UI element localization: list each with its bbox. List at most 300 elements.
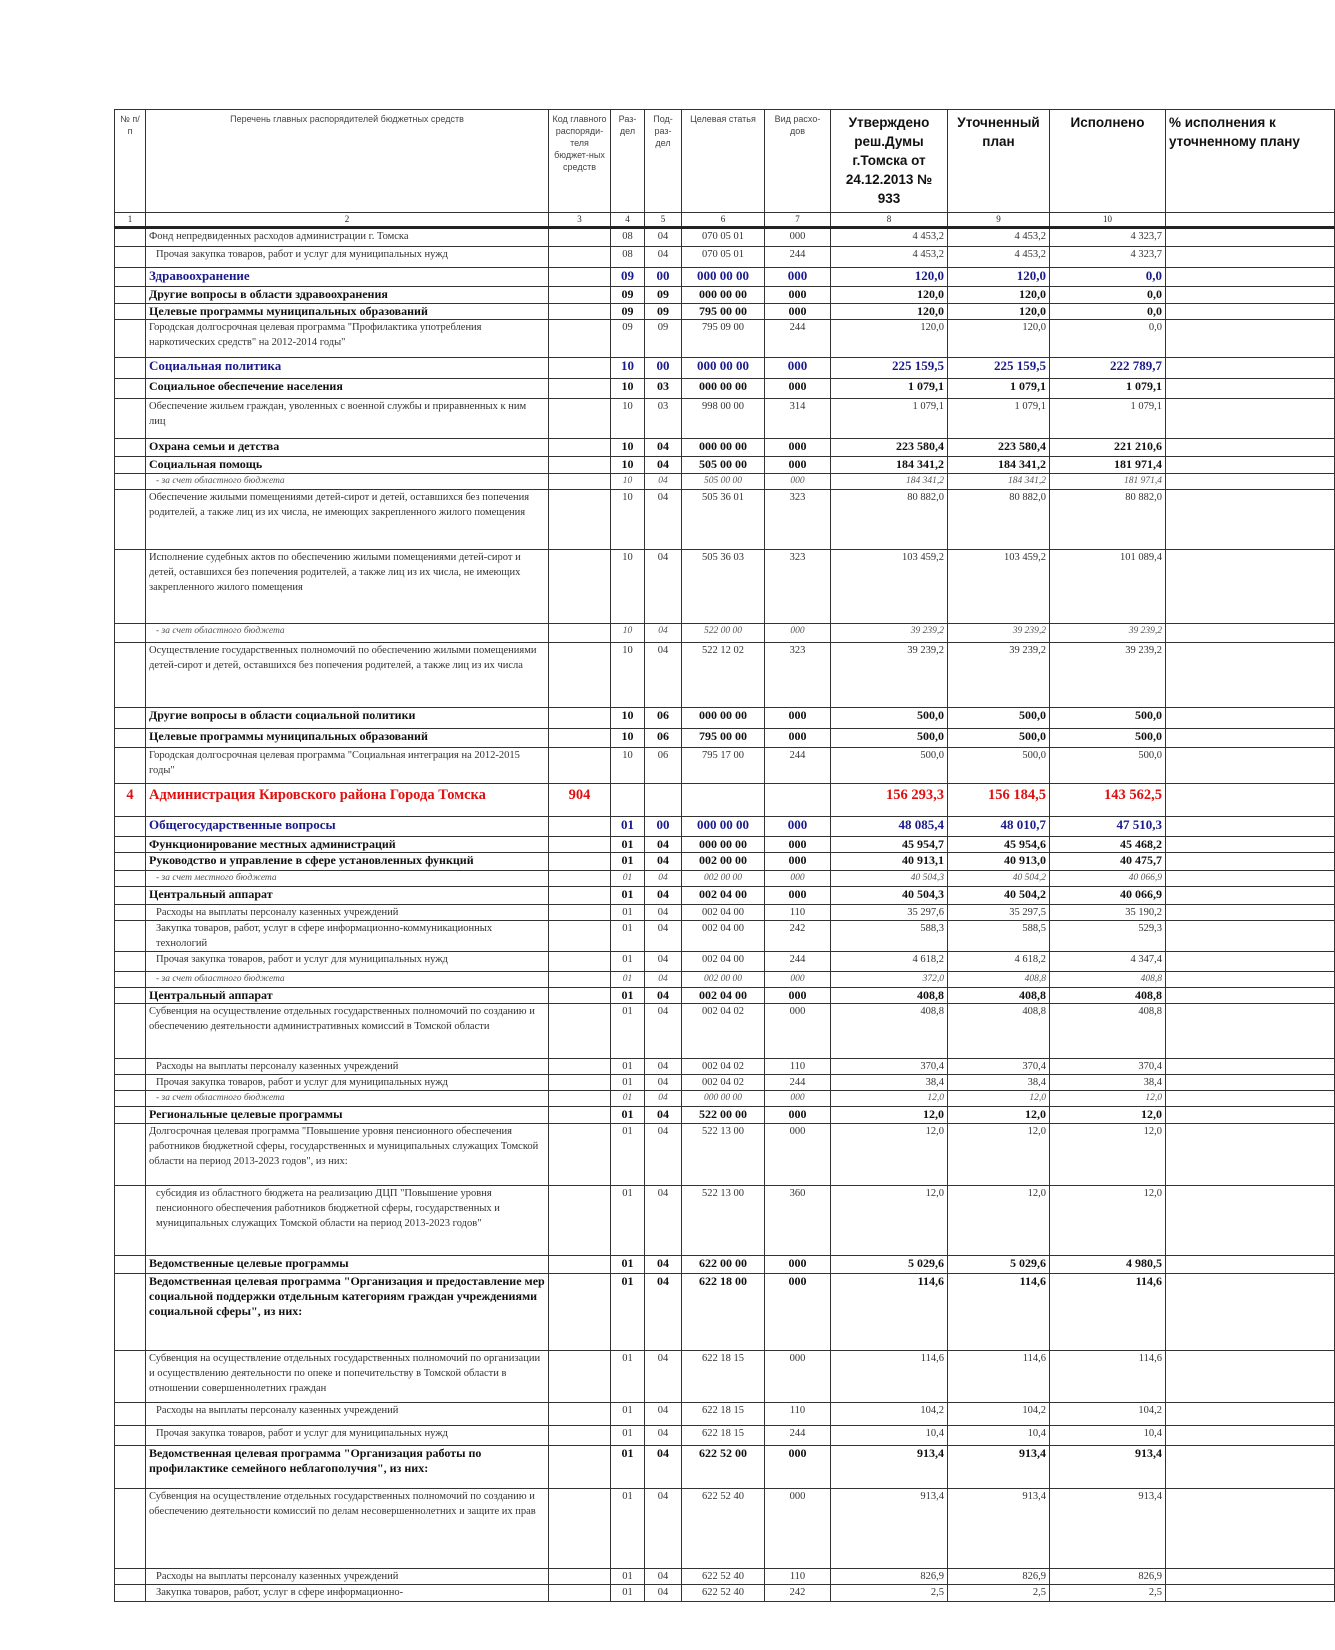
row-percent (1166, 853, 1335, 871)
row-target-article: 002 04 02 (682, 1004, 765, 1059)
row-approved: 40 504,3 (831, 887, 948, 905)
row-number (115, 624, 146, 643)
row-executed: 12,0 (1050, 1186, 1166, 1256)
row-executed: 0,0 (1050, 268, 1166, 287)
row-code (549, 1004, 611, 1059)
row-number (115, 358, 146, 379)
column-number: 7 (765, 213, 831, 228)
table-row (115, 1489, 1335, 1569)
row-section: 01 (611, 972, 645, 988)
table-row (115, 1585, 1335, 1602)
row-name: Центральный аппарат (146, 887, 549, 905)
row-expense-type: 244 (765, 320, 831, 358)
table-row (115, 1075, 1335, 1091)
row-code (549, 921, 611, 952)
row-name: Обеспечение жильем граждан, уволенных с военной службы и приравненных к ним лиц (146, 399, 549, 439)
table-row (115, 972, 1335, 988)
row-expense-type: 000 (765, 871, 831, 887)
row-name: Центральный аппарат (146, 988, 549, 1004)
row-approved: 103 459,2 (831, 550, 948, 624)
row-executed: 38,4 (1050, 1075, 1166, 1091)
row-name: субсидия из областного бюджета на реализацию ДЦП "Повышение уровня пенсионного обеспечения работников бюджетной сферы, государственных и муниципальных служащих Томской области на период 2013-2023 годов" (146, 1186, 549, 1256)
row-code (549, 837, 611, 853)
row-name: - за счет областного бюджета (146, 972, 549, 988)
row-percent (1166, 247, 1335, 268)
row-number (115, 853, 146, 871)
row-number (115, 988, 146, 1004)
row-revised-plan: 39 239,2 (948, 643, 1050, 708)
row-revised-plan: 48 010,7 (948, 817, 1050, 837)
table-row (115, 853, 1335, 871)
row-subsection: 09 (645, 304, 682, 320)
row-revised-plan: 913,4 (948, 1446, 1050, 1489)
row-expense-type: 323 (765, 550, 831, 624)
row-target-article: 505 36 01 (682, 490, 765, 550)
row-percent (1166, 1403, 1335, 1426)
row-percent (1166, 708, 1335, 729)
table-row (115, 1124, 1335, 1186)
row-subsection: 04 (645, 1403, 682, 1426)
row-code (549, 1059, 611, 1075)
row-revised-plan: 408,8 (948, 988, 1050, 1004)
row-target-article: 505 00 00 (682, 474, 765, 490)
row-code (549, 287, 611, 304)
row-approved: 40 913,1 (831, 853, 948, 871)
row-subsection: 04 (645, 952, 682, 972)
row-approved: 39 239,2 (831, 643, 948, 708)
row-target-article: 000 00 00 (682, 708, 765, 729)
row-section: 10 (611, 550, 645, 624)
row-percent (1166, 1585, 1335, 1602)
table-row (115, 1107, 1335, 1124)
column-number: 9 (948, 213, 1050, 228)
row-target-article: 522 12 02 (682, 643, 765, 708)
table-row (115, 748, 1335, 784)
row-percent (1166, 304, 1335, 320)
row-name: Здравоохранение (146, 268, 549, 287)
table-row (115, 887, 1335, 905)
row-number (115, 1274, 146, 1351)
row-percent (1166, 784, 1335, 817)
row-approved: 120,0 (831, 320, 948, 358)
row-name: Долгосрочная целевая программа "Повышение уровня пенсионного обеспечения работников бюджетной сферы, государственных и муниципальных служащих Томской области на период 2013-2023 годов", из них: (146, 1124, 549, 1186)
row-subsection: 04 (645, 1351, 682, 1403)
row-section: 01 (611, 1059, 645, 1075)
table-row (115, 550, 1335, 624)
row-approved: 826,9 (831, 1569, 948, 1585)
row-code (549, 1426, 611, 1446)
row-code (549, 490, 611, 550)
row-executed: 47 510,3 (1050, 817, 1166, 837)
row-code (549, 247, 611, 268)
row-subsection: 04 (645, 439, 682, 457)
row-name: Социальная политика (146, 358, 549, 379)
row-revised-plan: 12,0 (948, 1091, 1050, 1107)
row-number (115, 1075, 146, 1091)
row-number (115, 550, 146, 624)
row-percent (1166, 268, 1335, 287)
row-expense-type: 000 (765, 457, 831, 474)
row-code (549, 729, 611, 748)
header-code: Код главного распоряди-теля бюджет-ных средств (549, 110, 611, 213)
table-row (115, 1059, 1335, 1075)
row-expense-type: 000 (765, 988, 831, 1004)
row-code (549, 871, 611, 887)
row-code (549, 1446, 611, 1489)
row-target-article: 795 09 00 (682, 320, 765, 358)
table-row (115, 837, 1335, 853)
row-code (549, 748, 611, 784)
table-row (115, 817, 1335, 837)
row-executed: 408,8 (1050, 988, 1166, 1004)
row-percent (1166, 643, 1335, 708)
row-name: Субвенция на осуществление отдельных государственных полномочий по организации и осуществлению деятельности по опеке и попечительству в Томской области в отношении совершеннолетних граждан (146, 1351, 549, 1403)
row-executed: 0,0 (1050, 287, 1166, 304)
row-code (549, 474, 611, 490)
row-approved: 114,6 (831, 1351, 948, 1403)
table-row (115, 708, 1335, 729)
row-percent (1166, 729, 1335, 748)
row-expense-type: 110 (765, 905, 831, 921)
row-approved: 10,4 (831, 1426, 948, 1446)
row-subsection: 04 (645, 1059, 682, 1075)
row-section: 01 (611, 871, 645, 887)
row-code (549, 1351, 611, 1403)
row-approved: 588,3 (831, 921, 948, 952)
row-approved: 372,0 (831, 972, 948, 988)
header-name: Перечень главных распорядителей бюджетных средств (146, 110, 549, 213)
row-executed: 12,0 (1050, 1124, 1166, 1186)
row-expense-type: 000 (765, 1446, 831, 1489)
row-percent (1166, 952, 1335, 972)
row-executed: 500,0 (1050, 729, 1166, 748)
row-revised-plan: 4 618,2 (948, 952, 1050, 972)
row-executed: 500,0 (1050, 748, 1166, 784)
header-expense-type: Вид расхо-дов (765, 110, 831, 213)
row-percent (1166, 972, 1335, 988)
row-approved: 156 293,3 (831, 784, 948, 817)
row-target-article: 002 04 00 (682, 988, 765, 1004)
row-section: 10 (611, 748, 645, 784)
row-expense-type: 000 (765, 287, 831, 304)
row-target-article: 070 05 01 (682, 247, 765, 268)
row-approved: 500,0 (831, 748, 948, 784)
row-expense-type: 314 (765, 399, 831, 439)
column-number: 4 (611, 213, 645, 228)
row-code (549, 550, 611, 624)
row-name: Региональные целевые программы (146, 1107, 549, 1124)
row-expense-type: 000 (765, 1274, 831, 1351)
row-expense-type (765, 784, 831, 817)
row-percent (1166, 1186, 1335, 1256)
row-expense-type: 244 (765, 1075, 831, 1091)
row-subsection: 04 (645, 1004, 682, 1059)
row-revised-plan: 120,0 (948, 320, 1050, 358)
row-name: Другие вопросы в области здравоохранения (146, 287, 549, 304)
header-revised-plan: Уточненный план (948, 110, 1050, 213)
row-name: Городская долгосрочная целевая программа "Социальная интеграция на 2012-2015 годы" (146, 748, 549, 784)
row-code (549, 988, 611, 1004)
row-section: 01 (611, 1186, 645, 1256)
row-expense-type: 000 (765, 358, 831, 379)
row-target-article: 000 00 00 (682, 817, 765, 837)
row-number (115, 1004, 146, 1059)
table-row (115, 1351, 1335, 1403)
row-name: Социальная помощь (146, 457, 549, 474)
table-row (115, 729, 1335, 748)
row-code (549, 1075, 611, 1091)
row-expense-type: 244 (765, 1426, 831, 1446)
row-name: Администрация Кировского района Города Томска (146, 784, 549, 817)
budget-table-container (114, 109, 1300, 1602)
row-percent (1166, 228, 1335, 247)
row-revised-plan: 225 159,5 (948, 358, 1050, 379)
row-number (115, 457, 146, 474)
row-section: 10 (611, 729, 645, 748)
row-number (115, 490, 146, 550)
row-name: Расходы на выплаты персоналу казенных учреждений (146, 1403, 549, 1426)
row-subsection: 03 (645, 379, 682, 399)
row-code (549, 379, 611, 399)
header-approved: Утверждено реш.Думы г.Томска от 24.12.2013 № 933 (831, 110, 948, 213)
row-revised-plan: 826,9 (948, 1569, 1050, 1585)
row-code (549, 1274, 611, 1351)
row-name: Прочая закупка товаров, работ и услуг для муниципальных нужд (146, 952, 549, 972)
row-executed: 913,4 (1050, 1446, 1166, 1489)
row-section: 01 (611, 1585, 645, 1602)
row-section: 01 (611, 1075, 645, 1091)
row-code (549, 1107, 611, 1124)
row-approved: 48 085,4 (831, 817, 948, 837)
row-revised-plan: 103 459,2 (948, 550, 1050, 624)
table-row (115, 287, 1335, 304)
row-subsection: 04 (645, 550, 682, 624)
row-executed: 0,0 (1050, 304, 1166, 320)
row-code: 904 (549, 784, 611, 817)
row-percent (1166, 1489, 1335, 1569)
row-percent (1166, 905, 1335, 921)
row-number (115, 1585, 146, 1602)
row-target-article: 622 18 00 (682, 1274, 765, 1351)
row-approved: 12,0 (831, 1107, 948, 1124)
row-percent (1166, 988, 1335, 1004)
row-executed: 12,0 (1050, 1091, 1166, 1107)
row-percent (1166, 1004, 1335, 1059)
row-section: 01 (611, 1489, 645, 1569)
row-expense-type: 000 (765, 624, 831, 643)
row-name: Обеспечение жилыми помещениями детей-сирот и детей, оставшихся без попечения родителей, а также лиц из их числа, не имеющих закрепленного жилого помещения (146, 490, 549, 550)
row-subsection: 04 (645, 1075, 682, 1091)
column-number: 5 (645, 213, 682, 228)
row-subsection: 04 (645, 853, 682, 871)
row-revised-plan: 120,0 (948, 268, 1050, 287)
row-target-article: 622 18 15 (682, 1351, 765, 1403)
row-section: 01 (611, 921, 645, 952)
row-executed: 181 971,4 (1050, 457, 1166, 474)
table-row (115, 228, 1335, 247)
row-subsection: 06 (645, 729, 682, 748)
row-executed: 500,0 (1050, 708, 1166, 729)
row-revised-plan: 114,6 (948, 1351, 1050, 1403)
row-executed: 4 323,7 (1050, 228, 1166, 247)
row-executed: 0,0 (1050, 320, 1166, 358)
row-section: 08 (611, 247, 645, 268)
column-number-row (115, 213, 1335, 228)
row-target-article: 522 00 00 (682, 1107, 765, 1124)
row-subsection: 04 (645, 905, 682, 921)
row-name: Ведомственная целевая программа "Организация работы по профилактике семейного неблагополучия", из них: (146, 1446, 549, 1489)
row-approved: 38,4 (831, 1075, 948, 1091)
row-number (115, 887, 146, 905)
row-executed: 1 079,1 (1050, 399, 1166, 439)
row-code (549, 1585, 611, 1602)
row-section: 10 (611, 624, 645, 643)
table-row (115, 490, 1335, 550)
row-expense-type: 000 (765, 268, 831, 287)
row-expense-type: 000 (765, 1256, 831, 1274)
row-executed: 39 239,2 (1050, 624, 1166, 643)
row-percent (1166, 887, 1335, 905)
row-name: Прочая закупка товаров, работ и услуг для муниципальных нужд (146, 1426, 549, 1446)
row-target-article: 622 18 15 (682, 1403, 765, 1426)
row-name: - за счет областного бюджета (146, 624, 549, 643)
table-row (115, 952, 1335, 972)
header-number: № п/п (115, 110, 146, 213)
row-number (115, 1569, 146, 1585)
row-name: Охрана семьи и детства (146, 439, 549, 457)
row-subsection: 04 (645, 474, 682, 490)
row-approved: 120,0 (831, 268, 948, 287)
row-number (115, 439, 146, 457)
row-revised-plan: 1 079,1 (948, 379, 1050, 399)
row-target-article: 002 04 02 (682, 1075, 765, 1091)
row-subsection: 04 (645, 1569, 682, 1585)
table-row (115, 905, 1335, 921)
row-executed: 45 468,2 (1050, 837, 1166, 853)
row-section: 01 (611, 1403, 645, 1426)
row-number (115, 729, 146, 748)
row-approved: 184 341,2 (831, 474, 948, 490)
row-approved: 80 882,0 (831, 490, 948, 550)
row-subsection: 09 (645, 287, 682, 304)
table-row (115, 304, 1335, 320)
row-name: Ведомственные целевые программы (146, 1256, 549, 1274)
row-section: 10 (611, 490, 645, 550)
row-percent (1166, 439, 1335, 457)
row-section: 10 (611, 457, 645, 474)
row-expense-type: 000 (765, 817, 831, 837)
row-name: Расходы на выплаты персоналу казенных учреждений (146, 905, 549, 921)
row-subsection: 04 (645, 228, 682, 247)
table-row (115, 1569, 1335, 1585)
row-name: Субвенция на осуществление отдельных государственных полномочий по созданию и обеспечению деятельности административных комиссий в Томской области (146, 1004, 549, 1059)
row-target-article: 000 00 00 (682, 439, 765, 457)
row-percent (1166, 921, 1335, 952)
row-expense-type: 323 (765, 490, 831, 550)
row-target-article: 000 00 00 (682, 837, 765, 853)
table-row (115, 247, 1335, 268)
table-row (115, 643, 1335, 708)
row-target-article: 002 04 02 (682, 1059, 765, 1075)
header-row (115, 110, 1335, 213)
row-subsection: 04 (645, 490, 682, 550)
row-revised-plan: 408,8 (948, 972, 1050, 988)
row-approved: 370,4 (831, 1059, 948, 1075)
row-subsection: 04 (645, 1489, 682, 1569)
row-name: Субвенция на осуществление отдельных государственных полномочий по созданию и обеспечению деятельности комиссий по делам несовершеннолетних и защите их прав (146, 1489, 549, 1569)
row-expense-type: 110 (765, 1403, 831, 1426)
row-executed: 39 239,2 (1050, 643, 1166, 708)
row-target-article: 522 13 00 (682, 1124, 765, 1186)
row-percent (1166, 1059, 1335, 1075)
row-subsection: 09 (645, 320, 682, 358)
row-percent (1166, 287, 1335, 304)
row-subsection: 04 (645, 972, 682, 988)
row-executed: 529,3 (1050, 921, 1166, 952)
row-executed: 114,6 (1050, 1351, 1166, 1403)
row-section: 01 (611, 1446, 645, 1489)
row-approved: 39 239,2 (831, 624, 948, 643)
row-approved: 408,8 (831, 988, 948, 1004)
table-row (115, 1004, 1335, 1059)
row-percent (1166, 1107, 1335, 1124)
row-expense-type: 000 (765, 887, 831, 905)
row-subsection: 04 (645, 1256, 682, 1274)
row-target-article: 000 00 00 (682, 268, 765, 287)
row-subsection: 04 (645, 1186, 682, 1256)
column-number: 1 (115, 213, 146, 228)
row-code (549, 643, 611, 708)
row-subsection: 04 (645, 247, 682, 268)
row-approved: 4 453,2 (831, 247, 948, 268)
row-section: 09 (611, 287, 645, 304)
row-approved: 35 297,6 (831, 905, 948, 921)
row-subsection: 04 (645, 837, 682, 853)
row-number (115, 1124, 146, 1186)
row-executed: 80 882,0 (1050, 490, 1166, 550)
row-name: Закупка товаров, работ, услуг в сфере информационно-коммуникационных технологий (146, 921, 549, 952)
row-revised-plan: 12,0 (948, 1107, 1050, 1124)
row-section: 01 (611, 905, 645, 921)
table-row (115, 921, 1335, 952)
row-subsection: 04 (645, 1426, 682, 1446)
row-percent (1166, 1351, 1335, 1403)
row-executed: 913,4 (1050, 1489, 1166, 1569)
row-approved: 4 618,2 (831, 952, 948, 972)
row-target-article: 622 52 40 (682, 1585, 765, 1602)
row-revised-plan: 4 453,2 (948, 247, 1050, 268)
row-approved: 500,0 (831, 708, 948, 729)
row-executed: 101 089,4 (1050, 550, 1166, 624)
row-executed: 40 475,7 (1050, 853, 1166, 871)
row-expense-type: 000 (765, 729, 831, 748)
row-approved: 1 079,1 (831, 379, 948, 399)
row-revised-plan: 104,2 (948, 1403, 1050, 1426)
row-target-article: 998 00 00 (682, 399, 765, 439)
row-revised-plan: 39 239,2 (948, 624, 1050, 643)
row-approved: 104,2 (831, 1403, 948, 1426)
row-target-article: 505 36 03 (682, 550, 765, 624)
row-target-article: 522 13 00 (682, 1186, 765, 1256)
row-executed: 104,2 (1050, 1403, 1166, 1426)
row-section: 10 (611, 474, 645, 490)
row-section: 01 (611, 837, 645, 853)
row-section: 01 (611, 887, 645, 905)
row-target-article (682, 784, 765, 817)
table-row (115, 399, 1335, 439)
row-expense-type: 110 (765, 1569, 831, 1585)
row-target-article: 795 00 00 (682, 304, 765, 320)
